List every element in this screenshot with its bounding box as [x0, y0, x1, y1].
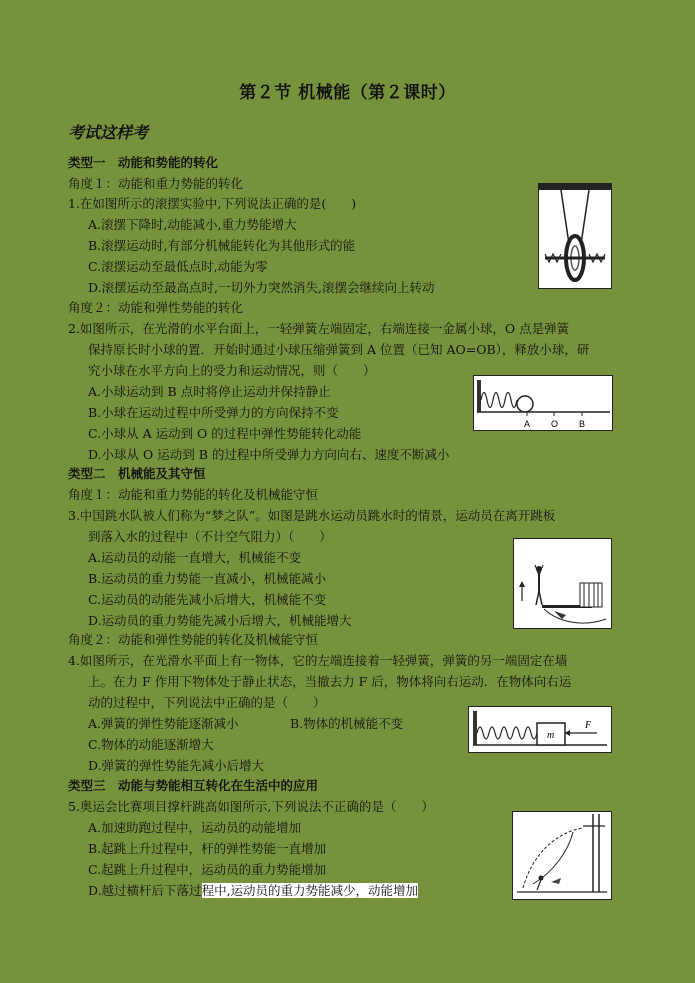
q2-stem-line2: 保持原长时小球的置．开始时通过小球压缩弹簧到 A 位置（已知 AO=OB），释放小球，研 — [88, 342, 590, 357]
q2-stem-line1: 2.如图所示，在光滑的水平台面上，一轻弹簧左端固定，右端连接一金属小球，O 点是弹簧 — [68, 321, 570, 336]
diver-figure — [513, 538, 612, 629]
maxwell-wheel-figure — [538, 183, 612, 289]
q5-option-c: C.起跳上升过程中，运动员的重力势能增加 — [88, 862, 327, 877]
label-o: O — [551, 419, 559, 429]
q4-option-a: A.弹簧的弹性势能逐渐减小 — [88, 716, 239, 731]
spring — [481, 393, 517, 408]
q3-stem-line1: 3.中国跳水队被人们称为“梦之队”。如图是跳水运动员跳水时的情景，运动员在离开跳板 — [68, 508, 556, 523]
pole-vault-figure — [512, 811, 612, 900]
q3-option-c: C.运动员的动能先减小后增大，机械能不变 — [88, 592, 327, 607]
q5-option-d-part2: 程中,运动员的重力势能减少，动能增加 — [201, 883, 419, 898]
q4-stem-line1: 4.如图所示，在光滑水平面上有一物体，它的左端连接着一轻弹簧，弹簧的另一端固定在墙 — [68, 653, 568, 668]
type3-heading: 类型三 动能与势能相互转化在生活中的应用 — [68, 778, 319, 793]
q1-option-b: B.滚摆运动时,有部分机械能转化为其他形式的能 — [88, 238, 356, 253]
label-a: A — [524, 419, 531, 429]
type2-heading: 类型二 机械能及其守恒 — [68, 466, 206, 481]
type1-heading: 类型一 动能和势能的转化 — [68, 155, 219, 170]
q2-option-d: D.小球从 O 运动到 B 的过程中所受弹力方向向右、速度不断减小 — [88, 447, 450, 462]
q2-option-b: B.小球在运动过程中所受弹力的方向保持不变 — [88, 405, 339, 420]
page-title: 第２节 机械能（第２课时） — [239, 83, 456, 103]
q5-option-a: A.加速助跑过程中，运动员的动能增加 — [88, 820, 302, 835]
q4-option-d: D.弹簧的弹性势能先减小后增大 — [88, 758, 265, 773]
q4-stem-line2: 上。在力 F 作用下物体处于静止状态，当撤去力 F 后，物体将向右运动．在物体向右运 — [88, 674, 572, 689]
q1-option-a: A.滚摆下降时,动能减小,重力势能增大 — [88, 217, 297, 232]
q4-stem-line3: 动的过程中，下列说法中正确的是（ ） — [88, 695, 326, 710]
q1-option-c: C.滚摆运动至最低点时,动能为零 — [88, 259, 268, 274]
q4-option-b: B.物体的机械能不变 — [290, 716, 404, 731]
q2-option-c: C.小球从 A 运动到 O 的过程中弹性势能转化动能 — [88, 426, 362, 441]
spring — [477, 727, 537, 739]
spring-ball-figure — [473, 375, 613, 431]
q3-option-a: A.运动员的动能一直增大，机械能不变 — [88, 550, 302, 565]
q5-stem: 5.奥运会比赛项目撑杆跳高如图所示,下列说法不正确的是（ ） — [68, 799, 434, 814]
q3-option-d: D.运动员的重力势能先减小后增大，机械能增大 — [88, 613, 352, 628]
q1-stem: 1.在如图所示的滚摆实验中,下列说法正确的是( ) — [68, 196, 357, 211]
q4-option-c: C.物体的动能逐渐增大 — [88, 737, 214, 752]
q5-option-d-part1: D.越过横杆后下落过 — [88, 883, 202, 898]
ceiling-bar — [539, 184, 611, 190]
section-heading: 考试这样考 — [68, 123, 149, 142]
force-label: F — [585, 720, 592, 731]
q3-option-b: B.运动员的重力势能一直减小，机械能减小 — [88, 571, 327, 586]
block-label: m — [547, 730, 555, 741]
q5-option-b: B.起跳上升过程中，杆的弹性势能一直增加 — [88, 841, 327, 856]
q5-option-d — [88, 883, 418, 899]
q2-option-a: A.小球运动到 B 点时将停止运动并保持静止 — [88, 384, 331, 399]
type2-angle2: 角度２：动能和弹性势能的转化及机械能守恒 — [68, 632, 319, 647]
spring-block-figure — [468, 706, 612, 753]
type1-angle1: 角度１：动能和重力势能的转化 — [68, 176, 244, 191]
q1-option-d: D.滚摆运动至最高点时,一切外力突然消失,滚摆会继续向上转动 — [88, 280, 435, 295]
type2-angle1: 角度１：动能和重力势能的转化及机械能守恒 — [68, 487, 319, 502]
q2-stem-line3: 究小球在水平方向上的受力和运动情况，则（ ） — [88, 363, 376, 378]
type1-angle2: 角度２：动能和弹性势能的转化 — [68, 300, 244, 315]
q3-stem-line2: 到落入水的过程中（不计空气阻力）（ ） — [88, 529, 332, 544]
ball — [517, 396, 533, 412]
label-b: B — [579, 419, 586, 429]
